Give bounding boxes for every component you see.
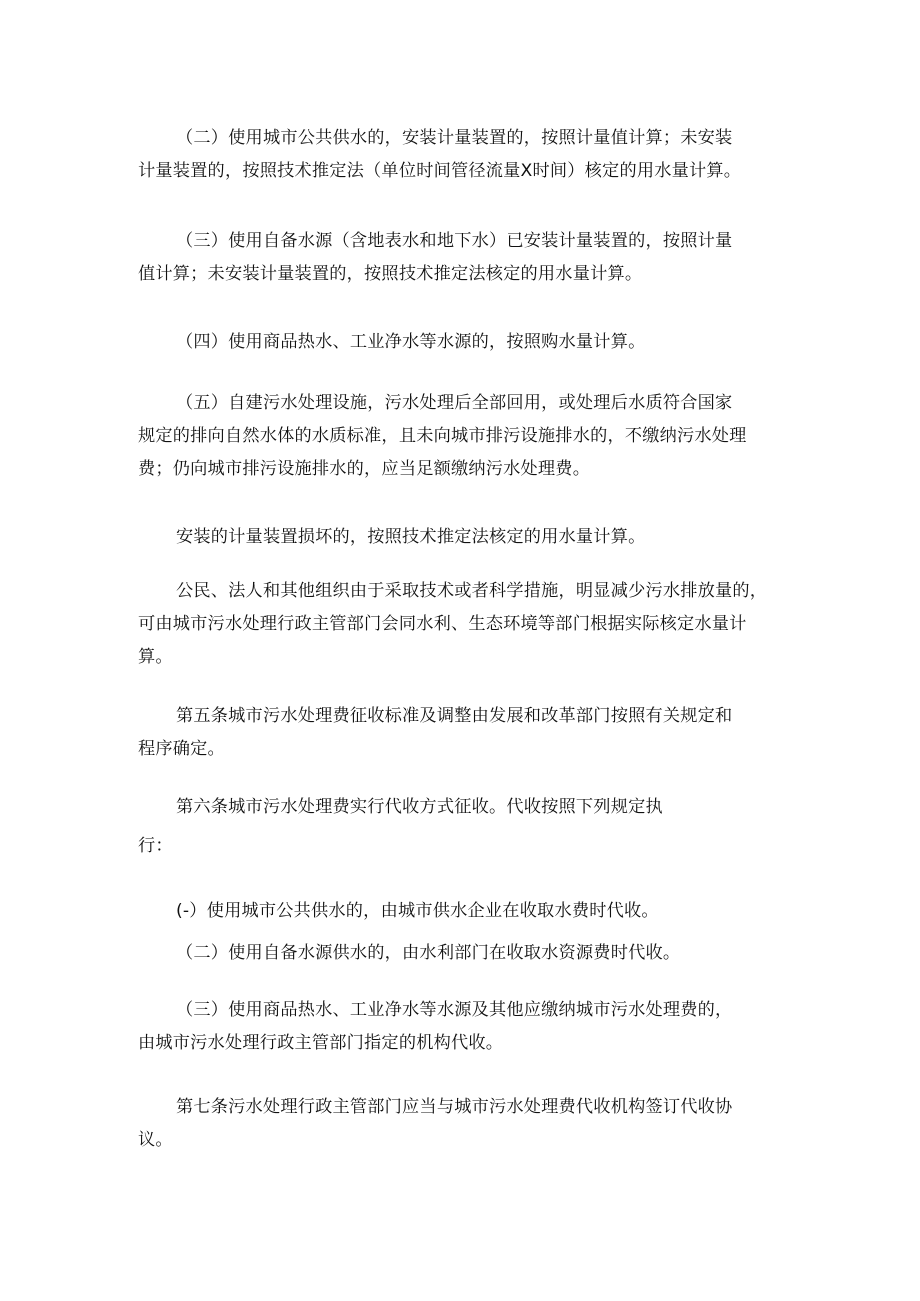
paragraph-item-2 xyxy=(138,122,800,188)
article-6-continuation xyxy=(138,830,800,863)
paragraph-line: （五）自建污水处理设施，污水处理后全部回用，或处理后水质符合国家 xyxy=(176,393,733,413)
paragraph-line: 第七条污水处理行政主管部门应当与城市污水处理费代收机构签订代收协 xyxy=(176,1097,733,1117)
paragraph-item-4 xyxy=(138,326,800,359)
paragraph-line: 算。 xyxy=(138,647,173,668)
collection-item-2 xyxy=(138,937,800,970)
article-7 xyxy=(138,1091,800,1157)
paragraph-item-3 xyxy=(138,225,800,291)
paragraph-line: 第五条城市污水处理费征收标准及调整由发展和改革部门按照有关规定和 xyxy=(176,706,733,726)
paragraph-line: 值计算；未安装计量装置的，按照技术推定法核定的用水量计算。 xyxy=(138,264,643,285)
paragraph-line: 由城市污水处理行政主管部门指定的机构代收。 xyxy=(138,1033,504,1054)
paragraph-line: 公民、法人和其他组织由于采取技术或者科学措施，明显减少污水排放量的， xyxy=(176,581,768,601)
paragraph-line: （三）使用自备水源（含地表水和地下水）已安装计量装置的，按照计量 xyxy=(176,231,733,251)
paragraph-line: （二）使用自备水源供水的，由水利部门在收取水资源费时代收。 xyxy=(176,943,681,963)
article-5 xyxy=(138,700,800,766)
paragraph-line: 安装的计量装置损坏的，按照技术推定法核定的用水量计算。 xyxy=(176,527,646,547)
collection-item-1 xyxy=(138,895,800,928)
paragraph-line: 行： xyxy=(138,836,173,856)
paragraph-meter-damage xyxy=(138,521,800,554)
paragraph-line: （四）使用商品热水、工业净水等水源的，按照购水量计算。 xyxy=(176,332,646,352)
paragraph-line: 第六条城市污水处理费实行代收方式征收。代收按照下列规定执 xyxy=(176,797,663,817)
paragraph-line: (-）使用城市公共供水的，由城市供水企业在收取水费时代收。 xyxy=(176,901,659,921)
paragraph-reduction-measures xyxy=(138,575,800,674)
paragraph-line: 费；仍向城市排污设施排水的，应当足额缴纳污水处理费。 xyxy=(138,459,591,480)
paragraph-line: 可由城市污水处理行政主管部门会同水利、生态环境等部门根据实际核定水量计 xyxy=(138,614,747,635)
paragraph-line: 规定的排向自然水体的水质标准，且未向城市排污设施排水的，不缴纳污水处理 xyxy=(138,426,747,447)
paragraph-item-5 xyxy=(138,387,800,486)
paragraph-line: 议。 xyxy=(138,1130,173,1151)
paragraph-line: 计量装置的，按照技术推定法（单位时间管径流量X时间）核定的用水量计算。 xyxy=(138,161,742,182)
paragraph-line: （三）使用商品热水、工业净水等水源及其他应缴纳城市污水处理费的， xyxy=(176,1000,733,1020)
paragraph-line: 程序确定。 xyxy=(138,739,225,760)
collection-item-3 xyxy=(138,994,800,1060)
article-6 xyxy=(138,791,800,824)
paragraph-line: （二）使用城市公共供水的，安装计量装置的，按照计量值计算；未安装 xyxy=(176,128,733,148)
